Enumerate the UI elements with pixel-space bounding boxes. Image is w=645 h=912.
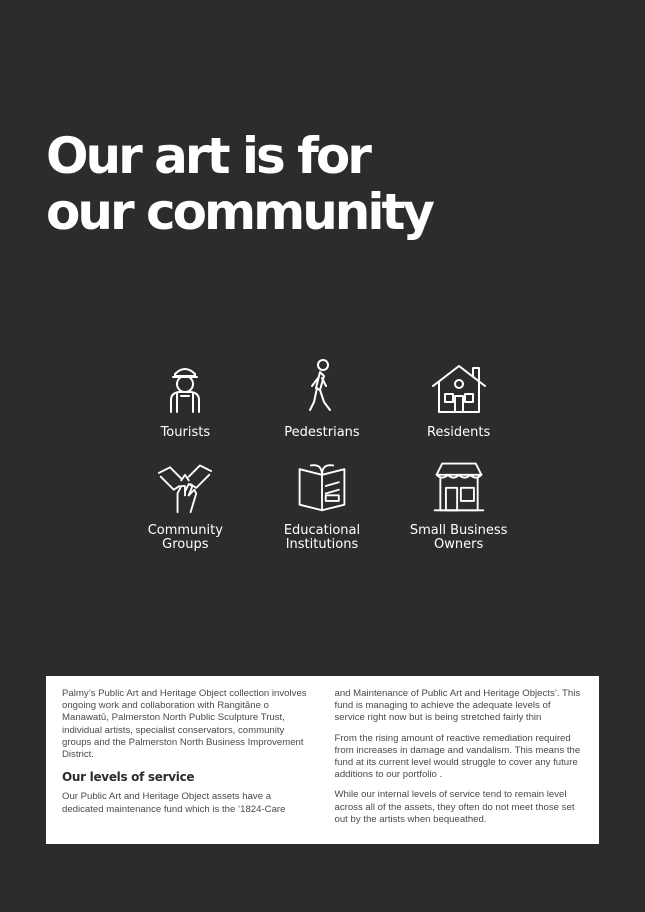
text-column-left (62, 688, 311, 844)
audience-residents (390, 356, 527, 450)
audience-icon-grid (117, 356, 527, 552)
hands-together-icon (155, 458, 215, 514)
audience-pedestrians (254, 356, 391, 450)
storefront-icon (429, 458, 489, 514)
service-paragraph-2: From the rising amount of reactive remediation required from increases in damage and vandalism. This means the fund at its current level would struggle to cover any future additions to our portfolio . (334, 732, 581, 781)
section-heading: Our levels of service (62, 770, 195, 785)
audience-label: Community Groups (147, 523, 223, 552)
headline-line-1: Our art is for (46, 127, 369, 185)
service-paragraph-1-continued: and Maintenance of Public Art and Heritage Objects’. This fund is managing to achieve the adequate levels of service right now but is being stretched fairly thin (334, 688, 581, 724)
audience-label: Small Business Owners (409, 523, 508, 552)
tourist-icon (155, 356, 215, 416)
levels-of-service-panel (46, 676, 599, 844)
audience-community-groups (117, 458, 254, 552)
headline-line-2: our community (46, 183, 433, 241)
audience-tourists (117, 356, 254, 450)
audience-label: Educational Institutions (283, 523, 361, 552)
audience-small-business-owners (390, 458, 527, 552)
house-icon (429, 356, 489, 416)
headline (46, 128, 432, 240)
open-book-icon (292, 458, 352, 514)
audience-label: Pedestrians (284, 425, 360, 440)
audience-label: Residents (427, 425, 491, 440)
intro-paragraph: Palmy’s Public Art and Heritage Object collection involves ongoing work and collaboration with Rangitāne o Manawatū, Palmerston North Public Sculpture Trust, individual artists, specialist conservators, community groups and the Palmerston North Business Improvement District. (62, 688, 307, 761)
service-paragraph-1: Our Public Art and Heritage Object assets have a dedicated maintenance fund which is the ‘1824-Care (62, 791, 286, 815)
pedestrian-icon (292, 356, 352, 416)
audience-label: Tourists (160, 425, 211, 440)
service-paragraph-3: While our internal levels of service tend to remain level across all of the assets, they often do not meet those set out by the artists when bequeathed. (334, 789, 575, 825)
audience-educational-institutions (254, 458, 391, 552)
text-column-right (335, 688, 584, 844)
